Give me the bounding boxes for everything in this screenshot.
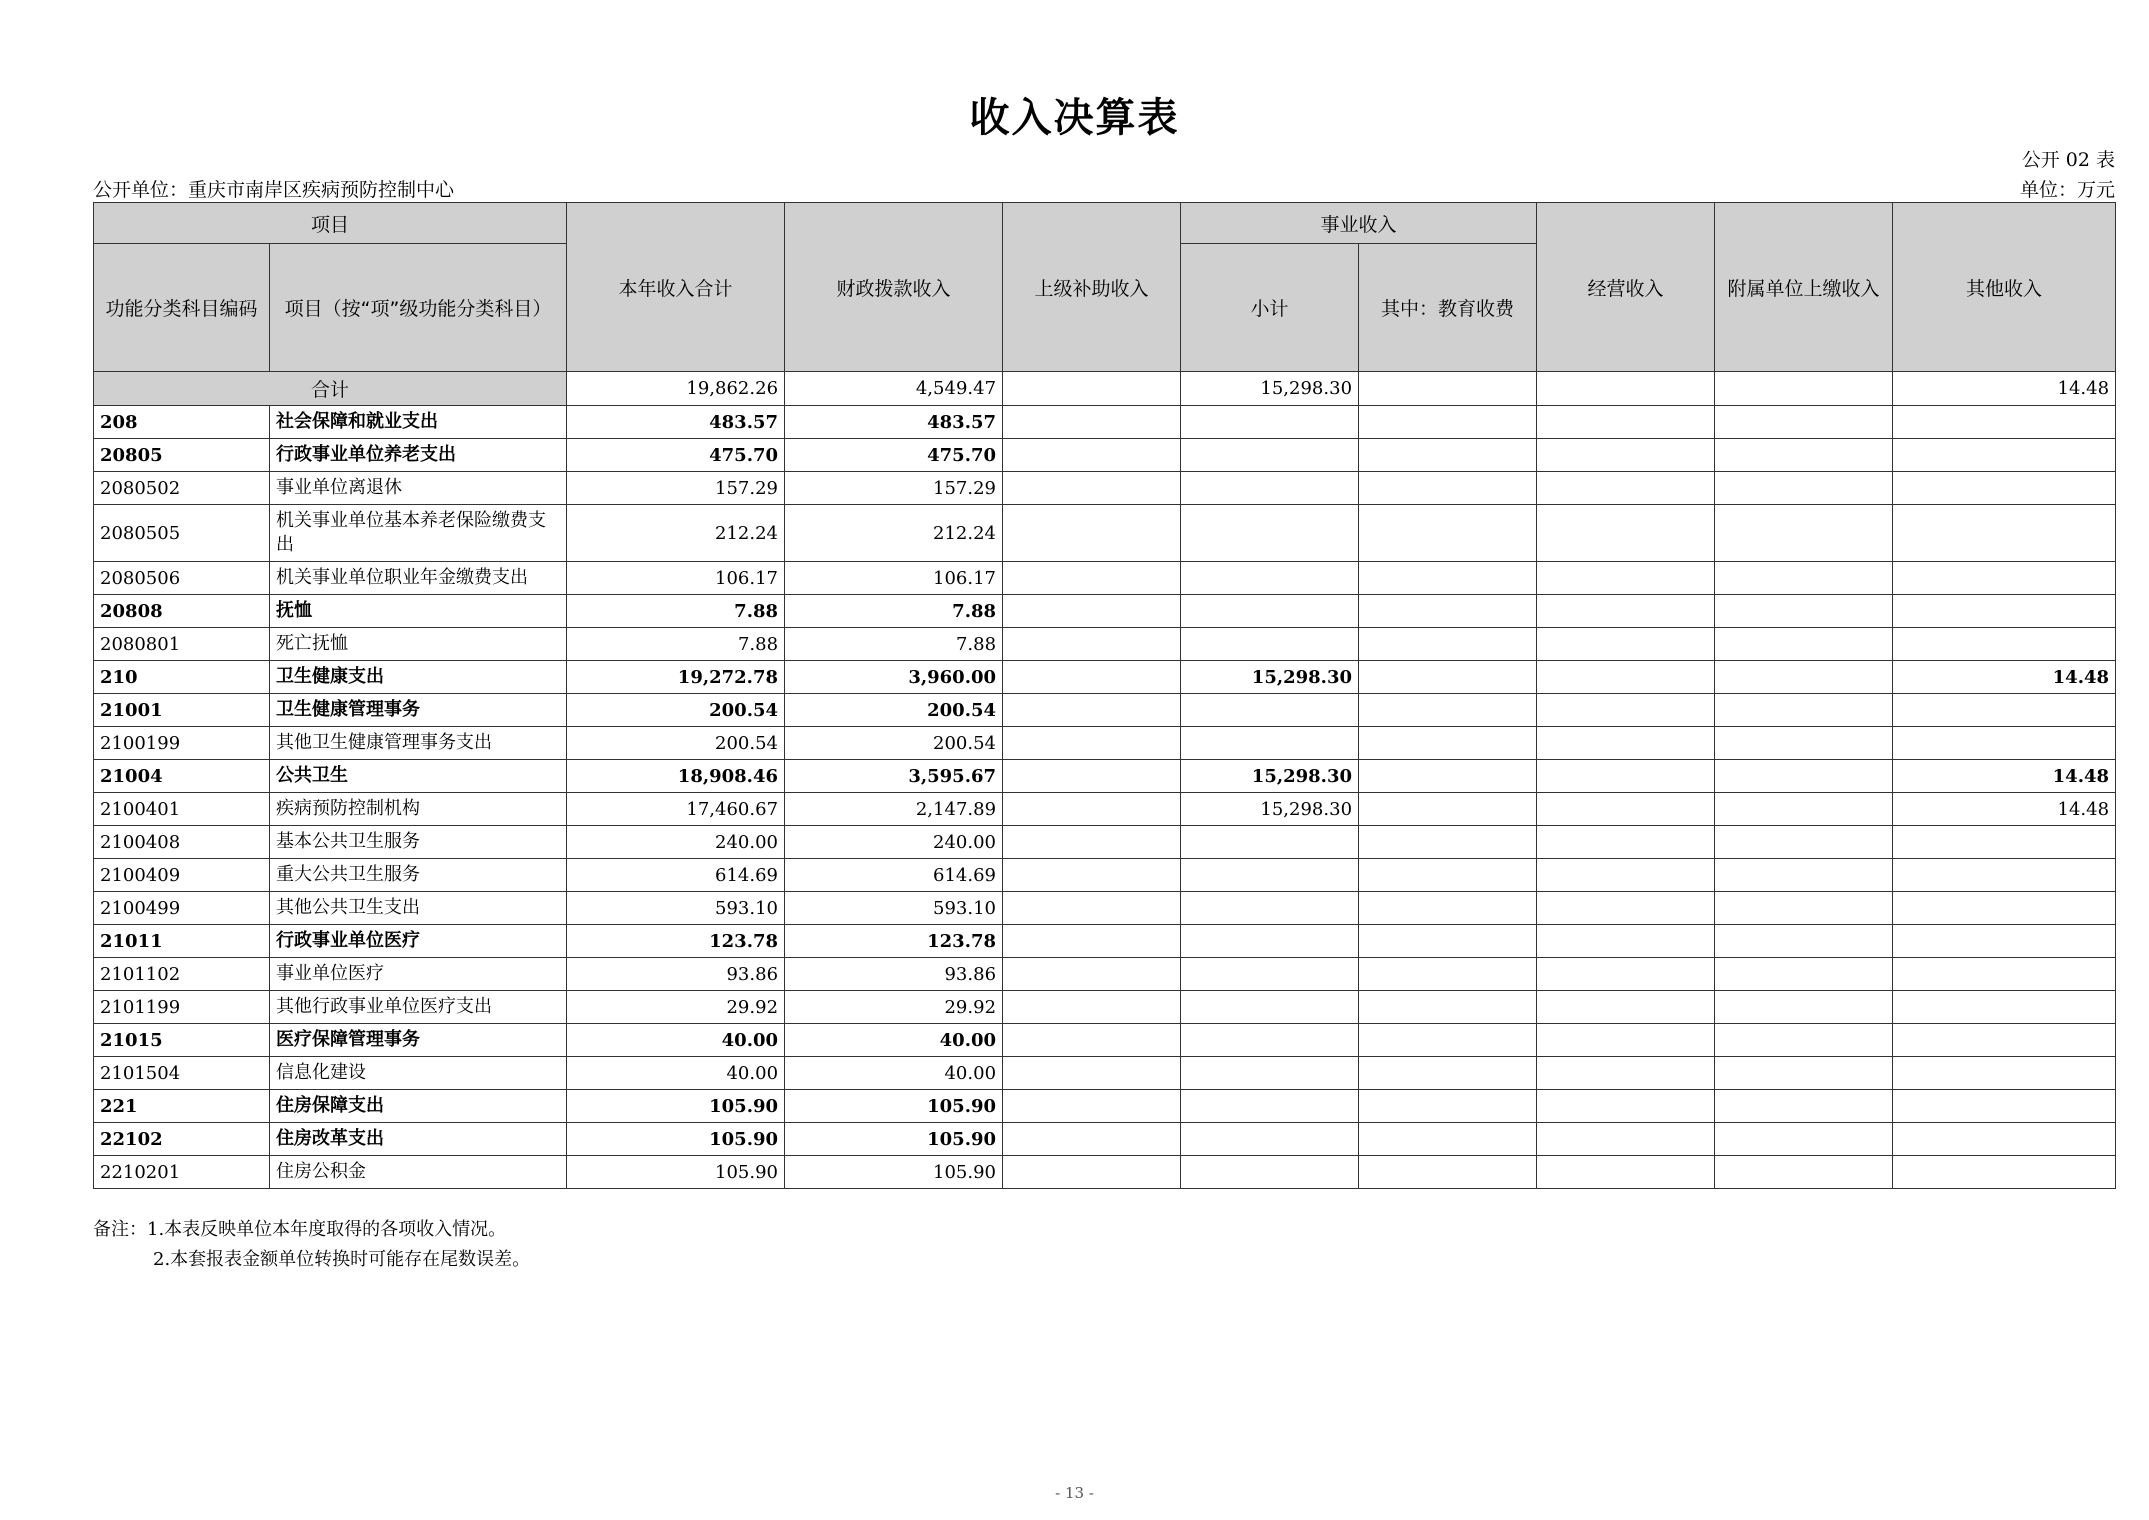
row-name: 事业单位医疗 bbox=[270, 958, 567, 991]
row-operating bbox=[1537, 826, 1715, 859]
row-code: 22102 bbox=[94, 1123, 270, 1156]
row-superior bbox=[1003, 760, 1181, 793]
row-other bbox=[1893, 439, 2116, 472]
row-subtotal bbox=[1181, 406, 1359, 439]
row-code: 21015 bbox=[94, 1024, 270, 1057]
row-total-income: 593.10 bbox=[567, 892, 785, 925]
total-fiscal-value: 4,549.47 bbox=[785, 372, 1003, 406]
currency-unit: 单位：万元 bbox=[2019, 179, 2115, 201]
row-other bbox=[1893, 892, 2116, 925]
table-row bbox=[94, 505, 2116, 562]
row-operating bbox=[1537, 628, 1715, 661]
row-subtotal bbox=[1181, 892, 1359, 925]
row-operating bbox=[1537, 472, 1715, 505]
row-total-income: 212.24 bbox=[567, 505, 785, 562]
row-code: 2101199 bbox=[94, 991, 270, 1024]
row-other: 14.48 bbox=[1893, 760, 2116, 793]
row-operating bbox=[1537, 760, 1715, 793]
row-fiscal: 106.17 bbox=[785, 562, 1003, 595]
row-total-income: 105.90 bbox=[567, 1090, 785, 1123]
header-education: 其中：教育收费 bbox=[1359, 244, 1537, 372]
row-code: 221 bbox=[94, 1090, 270, 1123]
total-operating-value bbox=[1537, 372, 1715, 406]
row-total-income: 157.29 bbox=[567, 472, 785, 505]
form-number: 公开 02 表 bbox=[2021, 149, 2115, 171]
header-fiscal: 财政拨款收入 bbox=[785, 203, 1003, 372]
note-line-1: 备注：1.本表反映单位本年度取得的各项收入情况。 bbox=[93, 1219, 507, 1240]
row-education bbox=[1359, 1024, 1537, 1057]
row-education bbox=[1359, 826, 1537, 859]
row-name: 信息化建设 bbox=[270, 1057, 567, 1090]
row-education bbox=[1359, 1156, 1537, 1189]
row-other bbox=[1893, 727, 2116, 760]
row-subtotal bbox=[1181, 1057, 1359, 1090]
row-subtotal bbox=[1181, 925, 1359, 958]
row-total-income: 614.69 bbox=[567, 859, 785, 892]
row-other bbox=[1893, 859, 2116, 892]
row-other bbox=[1893, 1057, 2116, 1090]
row-code: 20808 bbox=[94, 595, 270, 628]
row-fiscal: 200.54 bbox=[785, 727, 1003, 760]
row-superior bbox=[1003, 439, 1181, 472]
row-code: 2100199 bbox=[94, 727, 270, 760]
row-operating bbox=[1537, 892, 1715, 925]
table-row bbox=[94, 760, 2116, 793]
row-total-income: 93.86 bbox=[567, 958, 785, 991]
row-other bbox=[1893, 1024, 2116, 1057]
header-superior: 上级补助收入 bbox=[1003, 203, 1181, 372]
table-row bbox=[94, 661, 2116, 694]
row-fiscal: 157.29 bbox=[785, 472, 1003, 505]
row-fiscal: 2,147.89 bbox=[785, 793, 1003, 826]
page-number: - 13 - bbox=[1055, 1484, 1094, 1502]
row-code: 2100401 bbox=[94, 793, 270, 826]
reporting-unit: 公开单位：重庆市南岸区疾病预防控制中心 bbox=[93, 179, 455, 201]
row-name: 卫生健康管理事务 bbox=[270, 694, 567, 727]
row-superior bbox=[1003, 694, 1181, 727]
row-affiliated bbox=[1715, 859, 1893, 892]
row-superior bbox=[1003, 1090, 1181, 1123]
total-subtotal-value: 15,298.30 bbox=[1181, 372, 1359, 406]
row-superior bbox=[1003, 472, 1181, 505]
row-superior bbox=[1003, 727, 1181, 760]
row-superior bbox=[1003, 595, 1181, 628]
row-education bbox=[1359, 472, 1537, 505]
row-total-income: 475.70 bbox=[567, 439, 785, 472]
row-affiliated bbox=[1715, 991, 1893, 1024]
row-code: 2080801 bbox=[94, 628, 270, 661]
row-subtotal bbox=[1181, 826, 1359, 859]
row-name: 其他卫生健康管理事务支出 bbox=[270, 727, 567, 760]
row-subtotal: 15,298.30 bbox=[1181, 661, 1359, 694]
row-total-income: 17,460.67 bbox=[567, 793, 785, 826]
row-total-income: 7.88 bbox=[567, 628, 785, 661]
row-subtotal: 15,298.30 bbox=[1181, 760, 1359, 793]
row-affiliated bbox=[1715, 472, 1893, 505]
document-title: 收入决算表 bbox=[969, 95, 1180, 141]
row-fiscal: 3,960.00 bbox=[785, 661, 1003, 694]
row-total-income: 40.00 bbox=[567, 1024, 785, 1057]
row-other bbox=[1893, 628, 2116, 661]
row-affiliated bbox=[1715, 562, 1893, 595]
row-operating bbox=[1537, 439, 1715, 472]
row-other bbox=[1893, 1156, 2116, 1189]
row-operating bbox=[1537, 1090, 1715, 1123]
header-business-income: 事业收入 bbox=[1181, 203, 1537, 244]
row-name: 其他行政事业单位医疗支出 bbox=[270, 991, 567, 1024]
row-code: 2210201 bbox=[94, 1156, 270, 1189]
row-subtotal bbox=[1181, 628, 1359, 661]
row-total-income: 7.88 bbox=[567, 595, 785, 628]
row-fiscal: 105.90 bbox=[785, 1090, 1003, 1123]
row-name: 机关事业单位职业年金缴费支出 bbox=[270, 562, 567, 595]
row-fiscal: 3,595.67 bbox=[785, 760, 1003, 793]
row-operating bbox=[1537, 727, 1715, 760]
row-operating bbox=[1537, 661, 1715, 694]
row-other: 14.48 bbox=[1893, 793, 2116, 826]
row-operating bbox=[1537, 1024, 1715, 1057]
row-education bbox=[1359, 595, 1537, 628]
row-name: 住房保障支出 bbox=[270, 1090, 567, 1123]
row-subtotal bbox=[1181, 562, 1359, 595]
row-superior bbox=[1003, 1123, 1181, 1156]
row-subtotal bbox=[1181, 859, 1359, 892]
row-affiliated bbox=[1715, 892, 1893, 925]
row-code: 2100499 bbox=[94, 892, 270, 925]
row-code: 21001 bbox=[94, 694, 270, 727]
row-name: 疾病预防控制机构 bbox=[270, 793, 567, 826]
row-subtotal bbox=[1181, 1024, 1359, 1057]
row-subtotal bbox=[1181, 439, 1359, 472]
row-other bbox=[1893, 925, 2116, 958]
row-affiliated bbox=[1715, 727, 1893, 760]
row-education bbox=[1359, 760, 1537, 793]
row-other bbox=[1893, 991, 2116, 1024]
table-row bbox=[94, 472, 2116, 505]
total-income-value: 19,862.26 bbox=[567, 372, 785, 406]
row-fiscal: 7.88 bbox=[785, 628, 1003, 661]
row-affiliated bbox=[1715, 760, 1893, 793]
row-affiliated bbox=[1715, 793, 1893, 826]
row-operating bbox=[1537, 859, 1715, 892]
header-affiliated: 附属单位上缴收入 bbox=[1715, 203, 1893, 372]
row-name: 社会保障和就业支出 bbox=[270, 406, 567, 439]
row-education bbox=[1359, 991, 1537, 1024]
row-code: 21011 bbox=[94, 925, 270, 958]
row-affiliated bbox=[1715, 406, 1893, 439]
header-subtotal: 小计 bbox=[1181, 244, 1359, 372]
row-superior bbox=[1003, 958, 1181, 991]
row-name: 医疗保障管理事务 bbox=[270, 1024, 567, 1057]
row-education bbox=[1359, 1090, 1537, 1123]
total-label: 合计 bbox=[94, 372, 567, 406]
header-total-income: 本年收入合计 bbox=[567, 203, 785, 372]
row-education bbox=[1359, 727, 1537, 760]
table-row bbox=[94, 727, 2116, 760]
row-affiliated bbox=[1715, 628, 1893, 661]
row-code: 210 bbox=[94, 661, 270, 694]
table-row bbox=[94, 628, 2116, 661]
table-row bbox=[94, 859, 2116, 892]
table-row bbox=[94, 1024, 2116, 1057]
row-fiscal: 105.90 bbox=[785, 1156, 1003, 1189]
row-superior bbox=[1003, 628, 1181, 661]
table-row bbox=[94, 991, 2116, 1024]
row-total-income: 123.78 bbox=[567, 925, 785, 958]
row-operating bbox=[1537, 505, 1715, 562]
row-operating bbox=[1537, 406, 1715, 439]
notes bbox=[93, 1215, 530, 1275]
row-education bbox=[1359, 439, 1537, 472]
row-superior bbox=[1003, 925, 1181, 958]
row-affiliated bbox=[1715, 826, 1893, 859]
row-superior bbox=[1003, 1024, 1181, 1057]
row-name: 事业单位离退休 bbox=[270, 472, 567, 505]
row-name: 住房改革支出 bbox=[270, 1123, 567, 1156]
table-row bbox=[94, 1156, 2116, 1189]
total-row bbox=[94, 372, 2116, 406]
table-row bbox=[94, 793, 2116, 826]
row-fiscal: 593.10 bbox=[785, 892, 1003, 925]
table-row bbox=[94, 439, 2116, 472]
row-fiscal: 475.70 bbox=[785, 439, 1003, 472]
row-fiscal: 7.88 bbox=[785, 595, 1003, 628]
row-code: 2101504 bbox=[94, 1057, 270, 1090]
row-operating bbox=[1537, 958, 1715, 991]
row-code: 208 bbox=[94, 406, 270, 439]
row-name: 机关事业单位基本养老保险缴费支出 bbox=[270, 505, 567, 562]
row-total-income: 240.00 bbox=[567, 826, 785, 859]
row-affiliated bbox=[1715, 1156, 1893, 1189]
row-superior bbox=[1003, 859, 1181, 892]
row-name: 死亡抚恤 bbox=[270, 628, 567, 661]
row-education bbox=[1359, 925, 1537, 958]
row-other bbox=[1893, 1123, 2116, 1156]
row-name: 公共卫生 bbox=[270, 760, 567, 793]
row-education bbox=[1359, 661, 1537, 694]
row-other bbox=[1893, 958, 2116, 991]
row-code: 2080505 bbox=[94, 505, 270, 562]
row-name: 抚恤 bbox=[270, 595, 567, 628]
row-subtotal bbox=[1181, 505, 1359, 562]
row-other bbox=[1893, 826, 2116, 859]
row-superior bbox=[1003, 505, 1181, 562]
row-fiscal: 29.92 bbox=[785, 991, 1003, 1024]
row-other bbox=[1893, 1090, 2116, 1123]
row-code: 2101102 bbox=[94, 958, 270, 991]
note-line-2: 2.本套报表金额单位转换时可能存在尾数误差。 bbox=[153, 1249, 531, 1270]
row-subtotal bbox=[1181, 727, 1359, 760]
row-fiscal: 40.00 bbox=[785, 1024, 1003, 1057]
row-fiscal: 105.90 bbox=[785, 1123, 1003, 1156]
header-operating: 经营收入 bbox=[1537, 203, 1715, 372]
row-education bbox=[1359, 859, 1537, 892]
total-other-value: 14.48 bbox=[1893, 372, 2116, 406]
table-row bbox=[94, 892, 2116, 925]
row-superior bbox=[1003, 826, 1181, 859]
row-education bbox=[1359, 1123, 1537, 1156]
row-operating bbox=[1537, 595, 1715, 628]
row-other bbox=[1893, 694, 2116, 727]
table-row bbox=[94, 406, 2116, 439]
header-project: 项目 bbox=[94, 203, 567, 244]
row-fiscal: 200.54 bbox=[785, 694, 1003, 727]
row-education bbox=[1359, 406, 1537, 439]
row-code: 2080506 bbox=[94, 562, 270, 595]
row-superior bbox=[1003, 661, 1181, 694]
row-code: 2080502 bbox=[94, 472, 270, 505]
row-operating bbox=[1537, 694, 1715, 727]
header-func-name: 项目（按“项”级功能分类科目） bbox=[270, 244, 567, 372]
row-operating bbox=[1537, 1156, 1715, 1189]
income-table bbox=[93, 202, 2116, 1189]
row-superior bbox=[1003, 793, 1181, 826]
row-subtotal bbox=[1181, 694, 1359, 727]
row-total-income: 105.90 bbox=[567, 1156, 785, 1189]
row-subtotal bbox=[1181, 595, 1359, 628]
row-subtotal bbox=[1181, 958, 1359, 991]
row-code: 20805 bbox=[94, 439, 270, 472]
row-superior bbox=[1003, 406, 1181, 439]
table-row bbox=[94, 694, 2116, 727]
row-education bbox=[1359, 562, 1537, 595]
row-total-income: 105.90 bbox=[567, 1123, 785, 1156]
row-operating bbox=[1537, 562, 1715, 595]
row-education bbox=[1359, 958, 1537, 991]
row-affiliated bbox=[1715, 694, 1893, 727]
row-fiscal: 614.69 bbox=[785, 859, 1003, 892]
row-education bbox=[1359, 694, 1537, 727]
row-subtotal bbox=[1181, 1123, 1359, 1156]
row-total-income: 29.92 bbox=[567, 991, 785, 1024]
row-education bbox=[1359, 793, 1537, 826]
row-other bbox=[1893, 505, 2116, 562]
row-fiscal: 483.57 bbox=[785, 406, 1003, 439]
table-row bbox=[94, 925, 2116, 958]
row-total-income: 106.17 bbox=[567, 562, 785, 595]
row-affiliated bbox=[1715, 1090, 1893, 1123]
row-operating bbox=[1537, 1123, 1715, 1156]
table-row bbox=[94, 1090, 2116, 1123]
table-body bbox=[94, 406, 2116, 1189]
row-name: 基本公共卫生服务 bbox=[270, 826, 567, 859]
row-affiliated bbox=[1715, 661, 1893, 694]
row-name: 行政事业单位养老支出 bbox=[270, 439, 567, 472]
row-code: 21004 bbox=[94, 760, 270, 793]
row-superior bbox=[1003, 562, 1181, 595]
row-subtotal bbox=[1181, 472, 1359, 505]
row-total-income: 18,908.46 bbox=[567, 760, 785, 793]
total-education-value bbox=[1359, 372, 1537, 406]
row-operating bbox=[1537, 991, 1715, 1024]
row-other bbox=[1893, 472, 2116, 505]
row-other bbox=[1893, 562, 2116, 595]
total-superior-value bbox=[1003, 372, 1181, 406]
row-superior bbox=[1003, 1057, 1181, 1090]
table-row bbox=[94, 1123, 2116, 1156]
header-func-code: 功能分类科目编码 bbox=[94, 244, 270, 372]
header-other: 其他收入 bbox=[1893, 203, 2116, 372]
row-operating bbox=[1537, 793, 1715, 826]
row-education bbox=[1359, 628, 1537, 661]
row-other: 14.48 bbox=[1893, 661, 2116, 694]
row-fiscal: 93.86 bbox=[785, 958, 1003, 991]
table-row bbox=[94, 562, 2116, 595]
row-education bbox=[1359, 1057, 1537, 1090]
row-superior bbox=[1003, 1156, 1181, 1189]
row-operating bbox=[1537, 1057, 1715, 1090]
row-name: 其他公共卫生支出 bbox=[270, 892, 567, 925]
row-total-income: 200.54 bbox=[567, 694, 785, 727]
table-row bbox=[94, 595, 2116, 628]
row-total-income: 483.57 bbox=[567, 406, 785, 439]
row-fiscal: 240.00 bbox=[785, 826, 1003, 859]
row-affiliated bbox=[1715, 505, 1893, 562]
row-other bbox=[1893, 406, 2116, 439]
row-total-income: 19,272.78 bbox=[567, 661, 785, 694]
row-name: 重大公共卫生服务 bbox=[270, 859, 567, 892]
row-other bbox=[1893, 595, 2116, 628]
row-affiliated bbox=[1715, 1057, 1893, 1090]
row-affiliated bbox=[1715, 1123, 1893, 1156]
row-name: 住房公积金 bbox=[270, 1156, 567, 1189]
row-subtotal bbox=[1181, 1090, 1359, 1123]
row-superior bbox=[1003, 892, 1181, 925]
row-affiliated bbox=[1715, 958, 1893, 991]
table-row bbox=[94, 826, 2116, 859]
table-row bbox=[94, 958, 2116, 991]
row-subtotal bbox=[1181, 1156, 1359, 1189]
row-affiliated bbox=[1715, 925, 1893, 958]
row-name: 卫生健康支出 bbox=[270, 661, 567, 694]
row-fiscal: 123.78 bbox=[785, 925, 1003, 958]
table-row bbox=[94, 1057, 2116, 1090]
row-education bbox=[1359, 892, 1537, 925]
row-affiliated bbox=[1715, 595, 1893, 628]
row-subtotal bbox=[1181, 991, 1359, 1024]
row-fiscal: 40.00 bbox=[785, 1057, 1003, 1090]
row-total-income: 200.54 bbox=[567, 727, 785, 760]
row-affiliated bbox=[1715, 439, 1893, 472]
row-subtotal: 15,298.30 bbox=[1181, 793, 1359, 826]
row-name: 行政事业单位医疗 bbox=[270, 925, 567, 958]
row-education bbox=[1359, 505, 1537, 562]
row-fiscal: 212.24 bbox=[785, 505, 1003, 562]
row-total-income: 40.00 bbox=[567, 1057, 785, 1090]
row-code: 2100409 bbox=[94, 859, 270, 892]
row-affiliated bbox=[1715, 1024, 1893, 1057]
row-code: 2100408 bbox=[94, 826, 270, 859]
row-operating bbox=[1537, 925, 1715, 958]
row-superior bbox=[1003, 991, 1181, 1024]
total-affiliated-value bbox=[1715, 372, 1893, 406]
